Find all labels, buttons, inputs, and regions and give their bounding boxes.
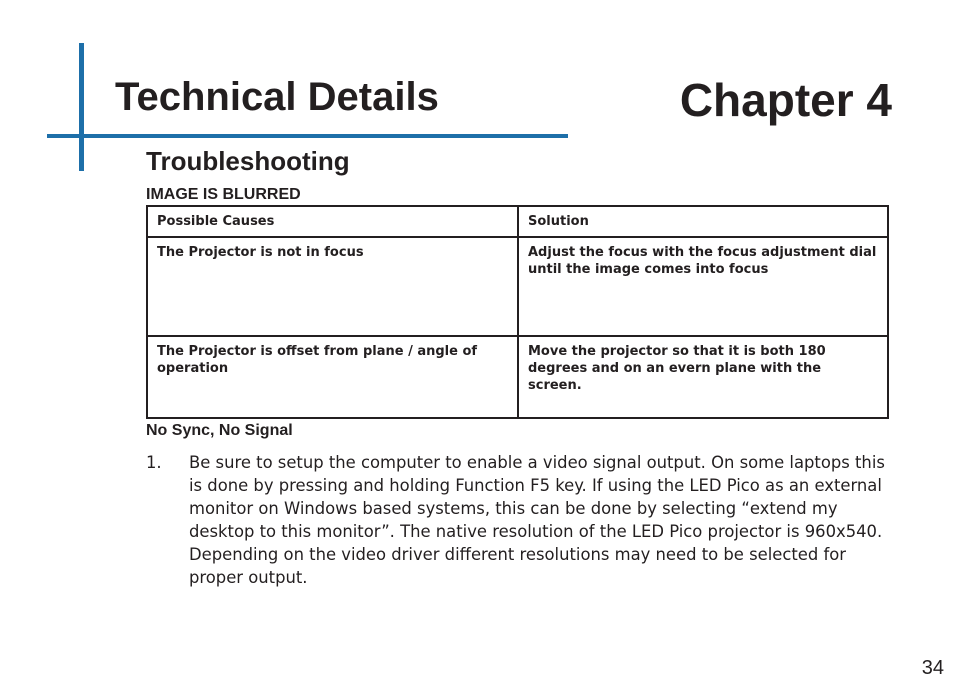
- accent-bar-horizontal: [47, 134, 568, 138]
- list-item: [146, 451, 886, 589]
- accent-bar-vertical: [79, 43, 84, 171]
- troubleshooting-table: [146, 205, 889, 419]
- table-cell-cause: The Projector is not in focus: [147, 237, 518, 336]
- table-cell-solution: Move the projector so that it is both 180 degrees and on an evern plane with the screen.: [518, 336, 888, 418]
- subsection-title: Troubleshooting: [146, 146, 350, 176]
- step-number: 1.: [146, 453, 162, 472]
- column-header-causes: Possible Causes: [147, 206, 518, 237]
- table-row: [147, 237, 888, 336]
- section-title: Technical Details: [115, 75, 439, 119]
- column-header-solution: Solution: [518, 206, 888, 237]
- table-cell-cause: The Projector is offset from plane / angle of operation: [147, 336, 518, 418]
- problem-heading: IMAGE IS BLURRED: [146, 186, 301, 203]
- table-header-row: [147, 206, 888, 237]
- table-row: [147, 336, 888, 418]
- step-text: Be sure to setup the computer to enable a video signal output. On some laptops this is done by pressing and holding Function F5 key. If using the LED Pico as an external monitor on Windows based systems, this can be done by selecting “extend my desktop to this monitor”. The native resolution of the LED Pico projector is 960x540. Depending on the video driver different resolutions may need to be selected for proper output.: [189, 453, 885, 587]
- chapter-label: Chapter 4: [679, 74, 892, 126]
- table-cell-solution: Adjust the focus with the focus adjustment dial until the image comes into focus: [518, 237, 888, 336]
- no-signal-heading: No Sync, No Signal: [146, 422, 293, 439]
- step-list: [146, 451, 886, 589]
- page-number: 34: [921, 657, 944, 679]
